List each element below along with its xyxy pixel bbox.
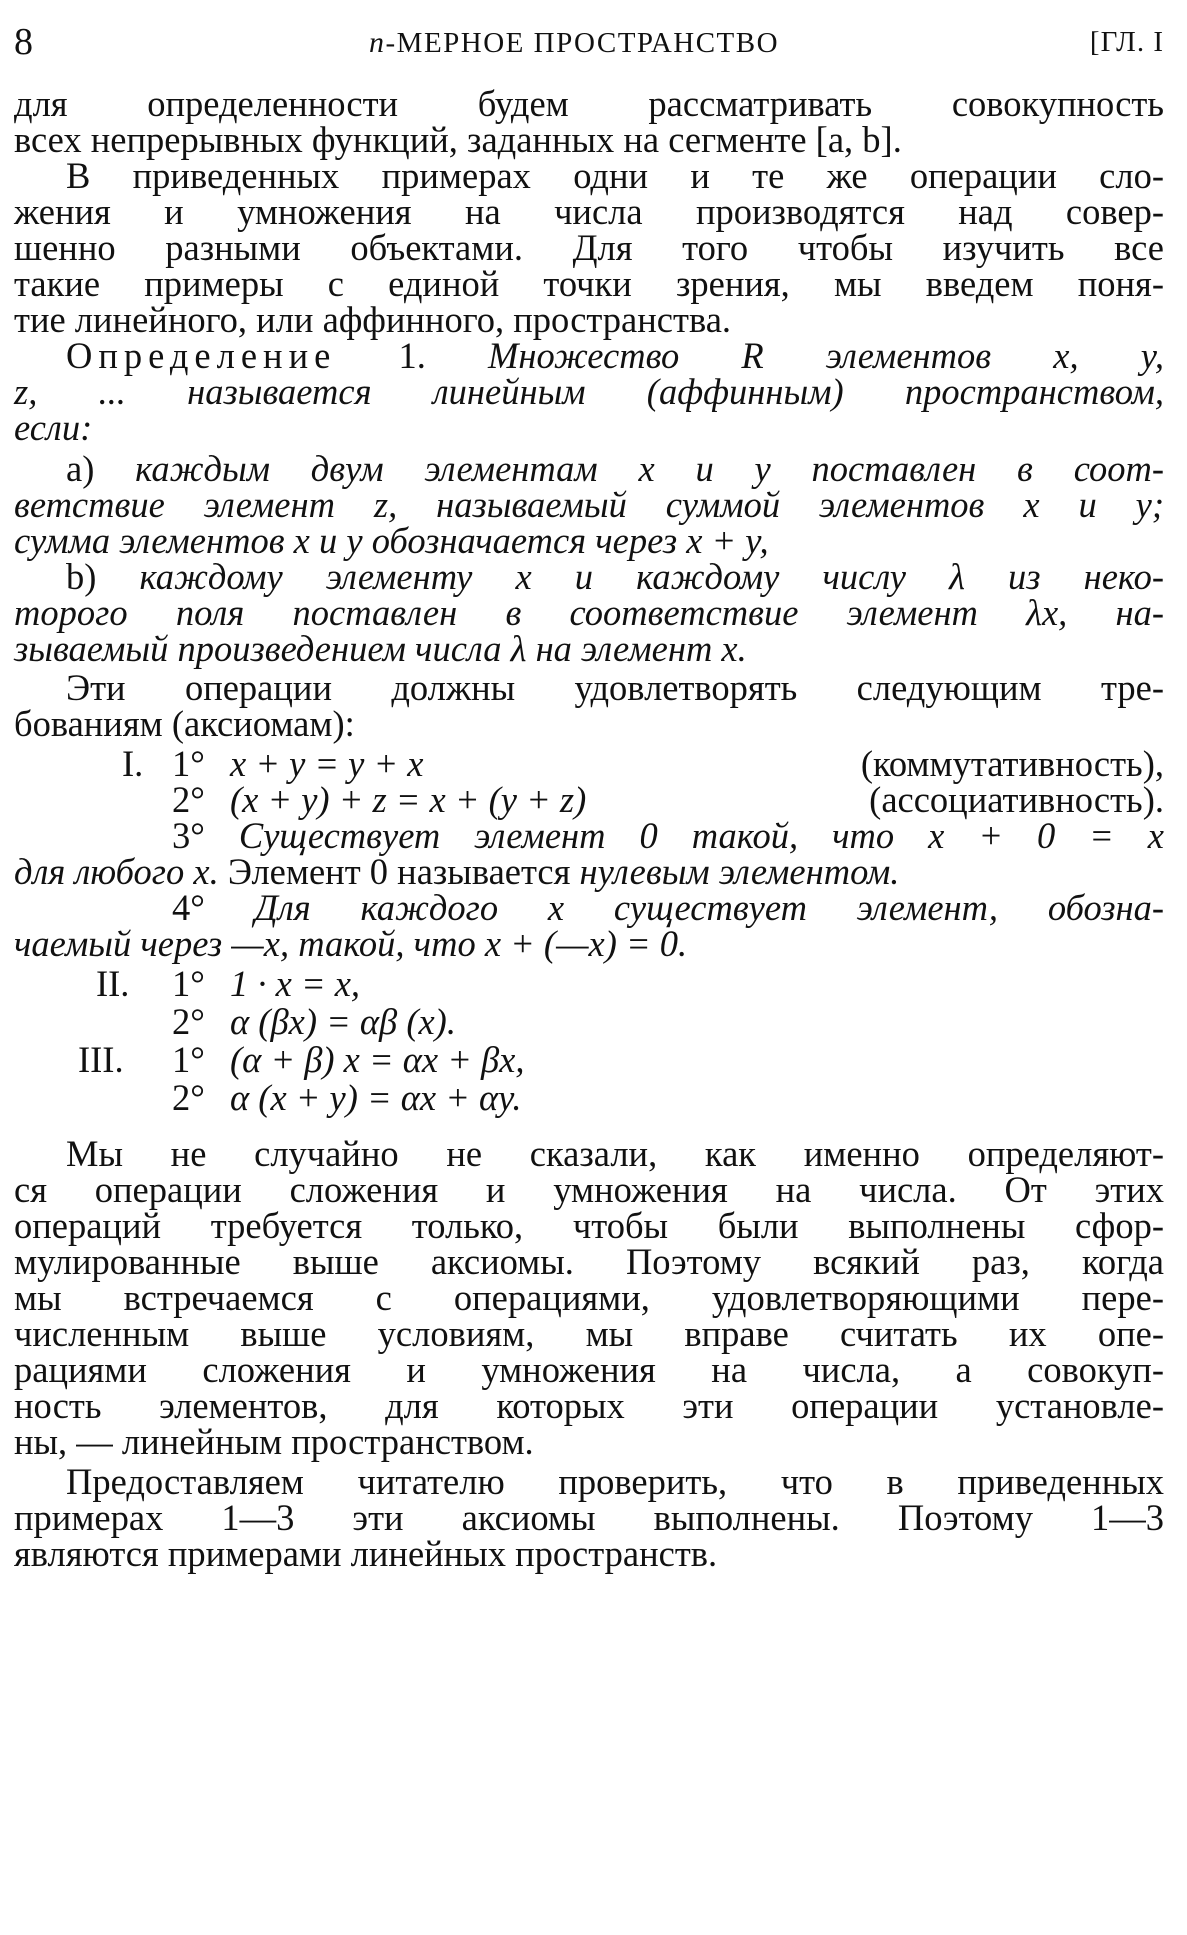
text-line: ность элементов, для которых эти операции установле- [14, 1385, 1164, 1426]
text-line: мулированные выше аксиомы. Поэтому всякий раз, когда [14, 1241, 1164, 1282]
text-line: ся операции сложения и умножения на числа. От этих [14, 1169, 1164, 1210]
axiom-line: чаемый через —x, такой, что x + (—x) = 0. [14, 923, 688, 964]
axiom-formula: (α + β) x = αx + βx, [230, 1039, 525, 1080]
text-line: В приведенных примерах одни и те же операции сло- [66, 155, 1164, 196]
condition-text: каждому элементу x и каждому числу λ из неко- [139, 556, 1164, 597]
book-page [14, 0, 1164, 1935]
axiom-text: нулевым элементом. [579, 851, 900, 892]
chapter-label: [ГЛ. I [1089, 26, 1164, 58]
definition-number: 1. [398, 335, 426, 376]
axiom-number: 4° [172, 887, 205, 928]
axiom-formula: α (βx) = αβ (x). [230, 1001, 456, 1042]
condition-marker: b) [66, 556, 97, 597]
definition-line: если: [14, 407, 93, 448]
axiom-number: 2° [172, 1077, 205, 1118]
definition-label: Определение [66, 335, 337, 376]
axiom-formula: 1 · x = x, [230, 963, 361, 1004]
text-line: мы встречаемся с операциями, удовлетворяющими пере- [14, 1277, 1164, 1318]
condition-line: торого поля поставлен в соответствие элемент λx, на- [14, 592, 1164, 633]
definition-line: z, ... называется линейным (аффинным) пространством, [14, 371, 1164, 412]
axiom-note: (коммутативность), [860, 743, 1164, 784]
axiom-number: 2° [172, 779, 205, 820]
axiom-group-label: III. [78, 1039, 124, 1080]
axiom-text: Элемент 0 называется [218, 851, 580, 892]
running-title-text: -МЕРНОЕ ПРОСТРАНСТВО [385, 27, 780, 59]
axiom-number: 1° [172, 743, 205, 784]
text-line: примерах 1—3 эти аксиомы выполнены. Поэтому 1—3 [14, 1497, 1164, 1538]
text-line: всех непрерывных функций, заданных на сегменте [a, b]. [14, 119, 902, 160]
text-line: ны, — линейным пространством. [14, 1421, 534, 1462]
text-line: для определенности будем рассматривать совокупность [14, 83, 1164, 124]
running-title [369, 26, 779, 60]
text-line: Мы не случайно не сказали, как именно определяют- [66, 1133, 1164, 1174]
axiom-text: Для каждого x существует элемент, обозна- [254, 887, 1164, 928]
axiom-note: (ассоциативность). [869, 779, 1164, 820]
text-line: жения и умножения на числа производятся над совер- [14, 191, 1164, 232]
condition-line: зываемый произведением числа λ на элемент x. [14, 628, 747, 669]
page-header [14, 16, 1164, 66]
page-number: 8 [14, 21, 33, 63]
definition-text: Множество R элементов x, y, [487, 335, 1165, 376]
running-title-prefix: n [369, 26, 386, 59]
axiom-formula: x + y = y + x [230, 743, 424, 784]
axiom-text: для любого x. [14, 851, 219, 892]
text-line: численным выше условиям, мы вправе считать их опе- [14, 1313, 1164, 1354]
axiom-formula: (x + y) + z = x + (y + z) [230, 779, 587, 820]
condition-marker: а) [66, 448, 95, 489]
text-line: Предоставляем читателю проверить, что в приведенных [66, 1461, 1164, 1502]
text-line: рациями сложения и умножения на числа, а совокуп- [14, 1349, 1164, 1390]
condition-line: сумма элементов x и y обозначается через x + y, [14, 520, 769, 561]
axiom-number: 3° [172, 815, 205, 856]
axiom-text: Существует элемент 0 такой, что x + 0 = x [238, 815, 1165, 856]
text-line: шенно разными объектами. Для того чтобы изучить все [14, 227, 1164, 268]
condition-text: каждым двум элементам x и y поставлен в соот- [135, 448, 1164, 489]
axiom-formula: α (x + y) = αx + αy. [230, 1077, 522, 1118]
axiom-group-label: II. [96, 963, 130, 1004]
text-line: бованиям (аксиомам): [14, 703, 355, 744]
text-line: являются примерами линейных пространств. [14, 1533, 718, 1574]
text-line: Эти операции должны удовлетворять следующим тре- [66, 667, 1164, 708]
text-line: тие линейного, или аффинного, пространства. [14, 299, 732, 340]
axiom-number: 2° [172, 1001, 205, 1042]
axiom-number: 1° [172, 1039, 205, 1080]
text-line: операций требуется только, чтобы были выполнены сфор- [14, 1205, 1164, 1246]
axiom-number: 1° [172, 963, 205, 1004]
axiom-group-label: I. [122, 743, 144, 784]
text-line: такие примеры с единой точки зрения, мы введем поня- [14, 263, 1164, 304]
condition-line: ветствие элемент z, называемый суммой элементов x и y; [14, 484, 1164, 525]
